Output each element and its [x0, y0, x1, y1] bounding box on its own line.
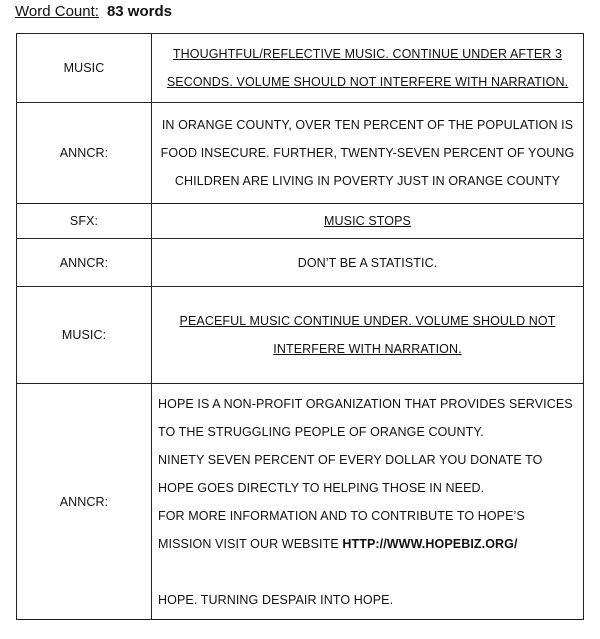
cue-cell: MUSIC: [17, 287, 152, 384]
narration-paragraph: HOPE IS A NON-PROFIT ORGANIZATION THAT PROVIDES SERVICES TO THE STRUGGLING PEOPLE OF ORANGE COUNTY. [158, 396, 573, 439]
script-row-anncr-2 [17, 239, 584, 287]
sfx-cell [152, 204, 584, 239]
word-count-header [15, 2, 172, 22]
script-row-anncr-1 [17, 103, 584, 204]
word-count-label: Word Count: [15, 3, 99, 20]
direction-cell [152, 34, 584, 103]
sfx-direction-text: MUSIC STOPS [324, 214, 411, 228]
blank-line [158, 558, 579, 586]
narration-cell [152, 103, 584, 204]
narration-text: IN ORANGE COUNTY, OVER TEN PERCENT OF THE POPULATION IS FOOD INSECURE. FURTHER, TWENTY-SEVEN PERCENT OF YOUNG CHILDREN ARE LIVING IN POVERTY JUST IN ORANGE COUNTY [160, 118, 575, 188]
word-count-value: 83 words [106, 3, 172, 20]
direction-cell [152, 287, 584, 384]
narration-paragraph [158, 502, 579, 558]
script-row-anncr-3 [17, 384, 584, 620]
cue-cell: ANNCR: [17, 384, 152, 620]
narration-text: DON’T BE A STATISTIC. [297, 255, 438, 270]
narration-paragraph: NINETY SEVEN PERCENT OF EVERY DOLLAR YOU DONATE TO HOPE GOES DIRECTLY TO HELPING THOSE IN NEED. [158, 452, 543, 495]
narration-cell [152, 384, 584, 620]
music-direction-text: PEACEFUL MUSIC CONTINUE UNDER. VOLUME SHOULD NOT INTERFERE WITH NARRATION. [179, 314, 556, 356]
narration-text: FOR MORE INFORMATION AND TO CONTRIBUTE TO HOPE’S MISSION VISIT OUR WEBSITE [158, 508, 525, 551]
narration-cell [152, 239, 584, 287]
website-url: HTTP://WWW.HOPEBIZ.ORG/ [342, 536, 518, 551]
narration-paragraph: HOPE. TURNING DESPAIR INTO HOPE. [158, 592, 394, 607]
cue-cell: SFX: [17, 204, 152, 239]
cue-cell: ANNCR: [17, 103, 152, 204]
radio-script-table [16, 33, 584, 620]
script-row-music-1 [17, 34, 584, 103]
script-row-sfx [17, 204, 584, 239]
cue-cell: ANNCR: [17, 239, 152, 287]
cue-cell: MUSIC [17, 34, 152, 103]
script-row-music-2 [17, 287, 584, 384]
music-direction-text: THOUGHTFUL/REFLECTIVE MUSIC. CONTINUE UNDER AFTER 3 SECONDS. VOLUME SHOULD NOT INTERFERE WITH NARRATION. [166, 47, 569, 89]
